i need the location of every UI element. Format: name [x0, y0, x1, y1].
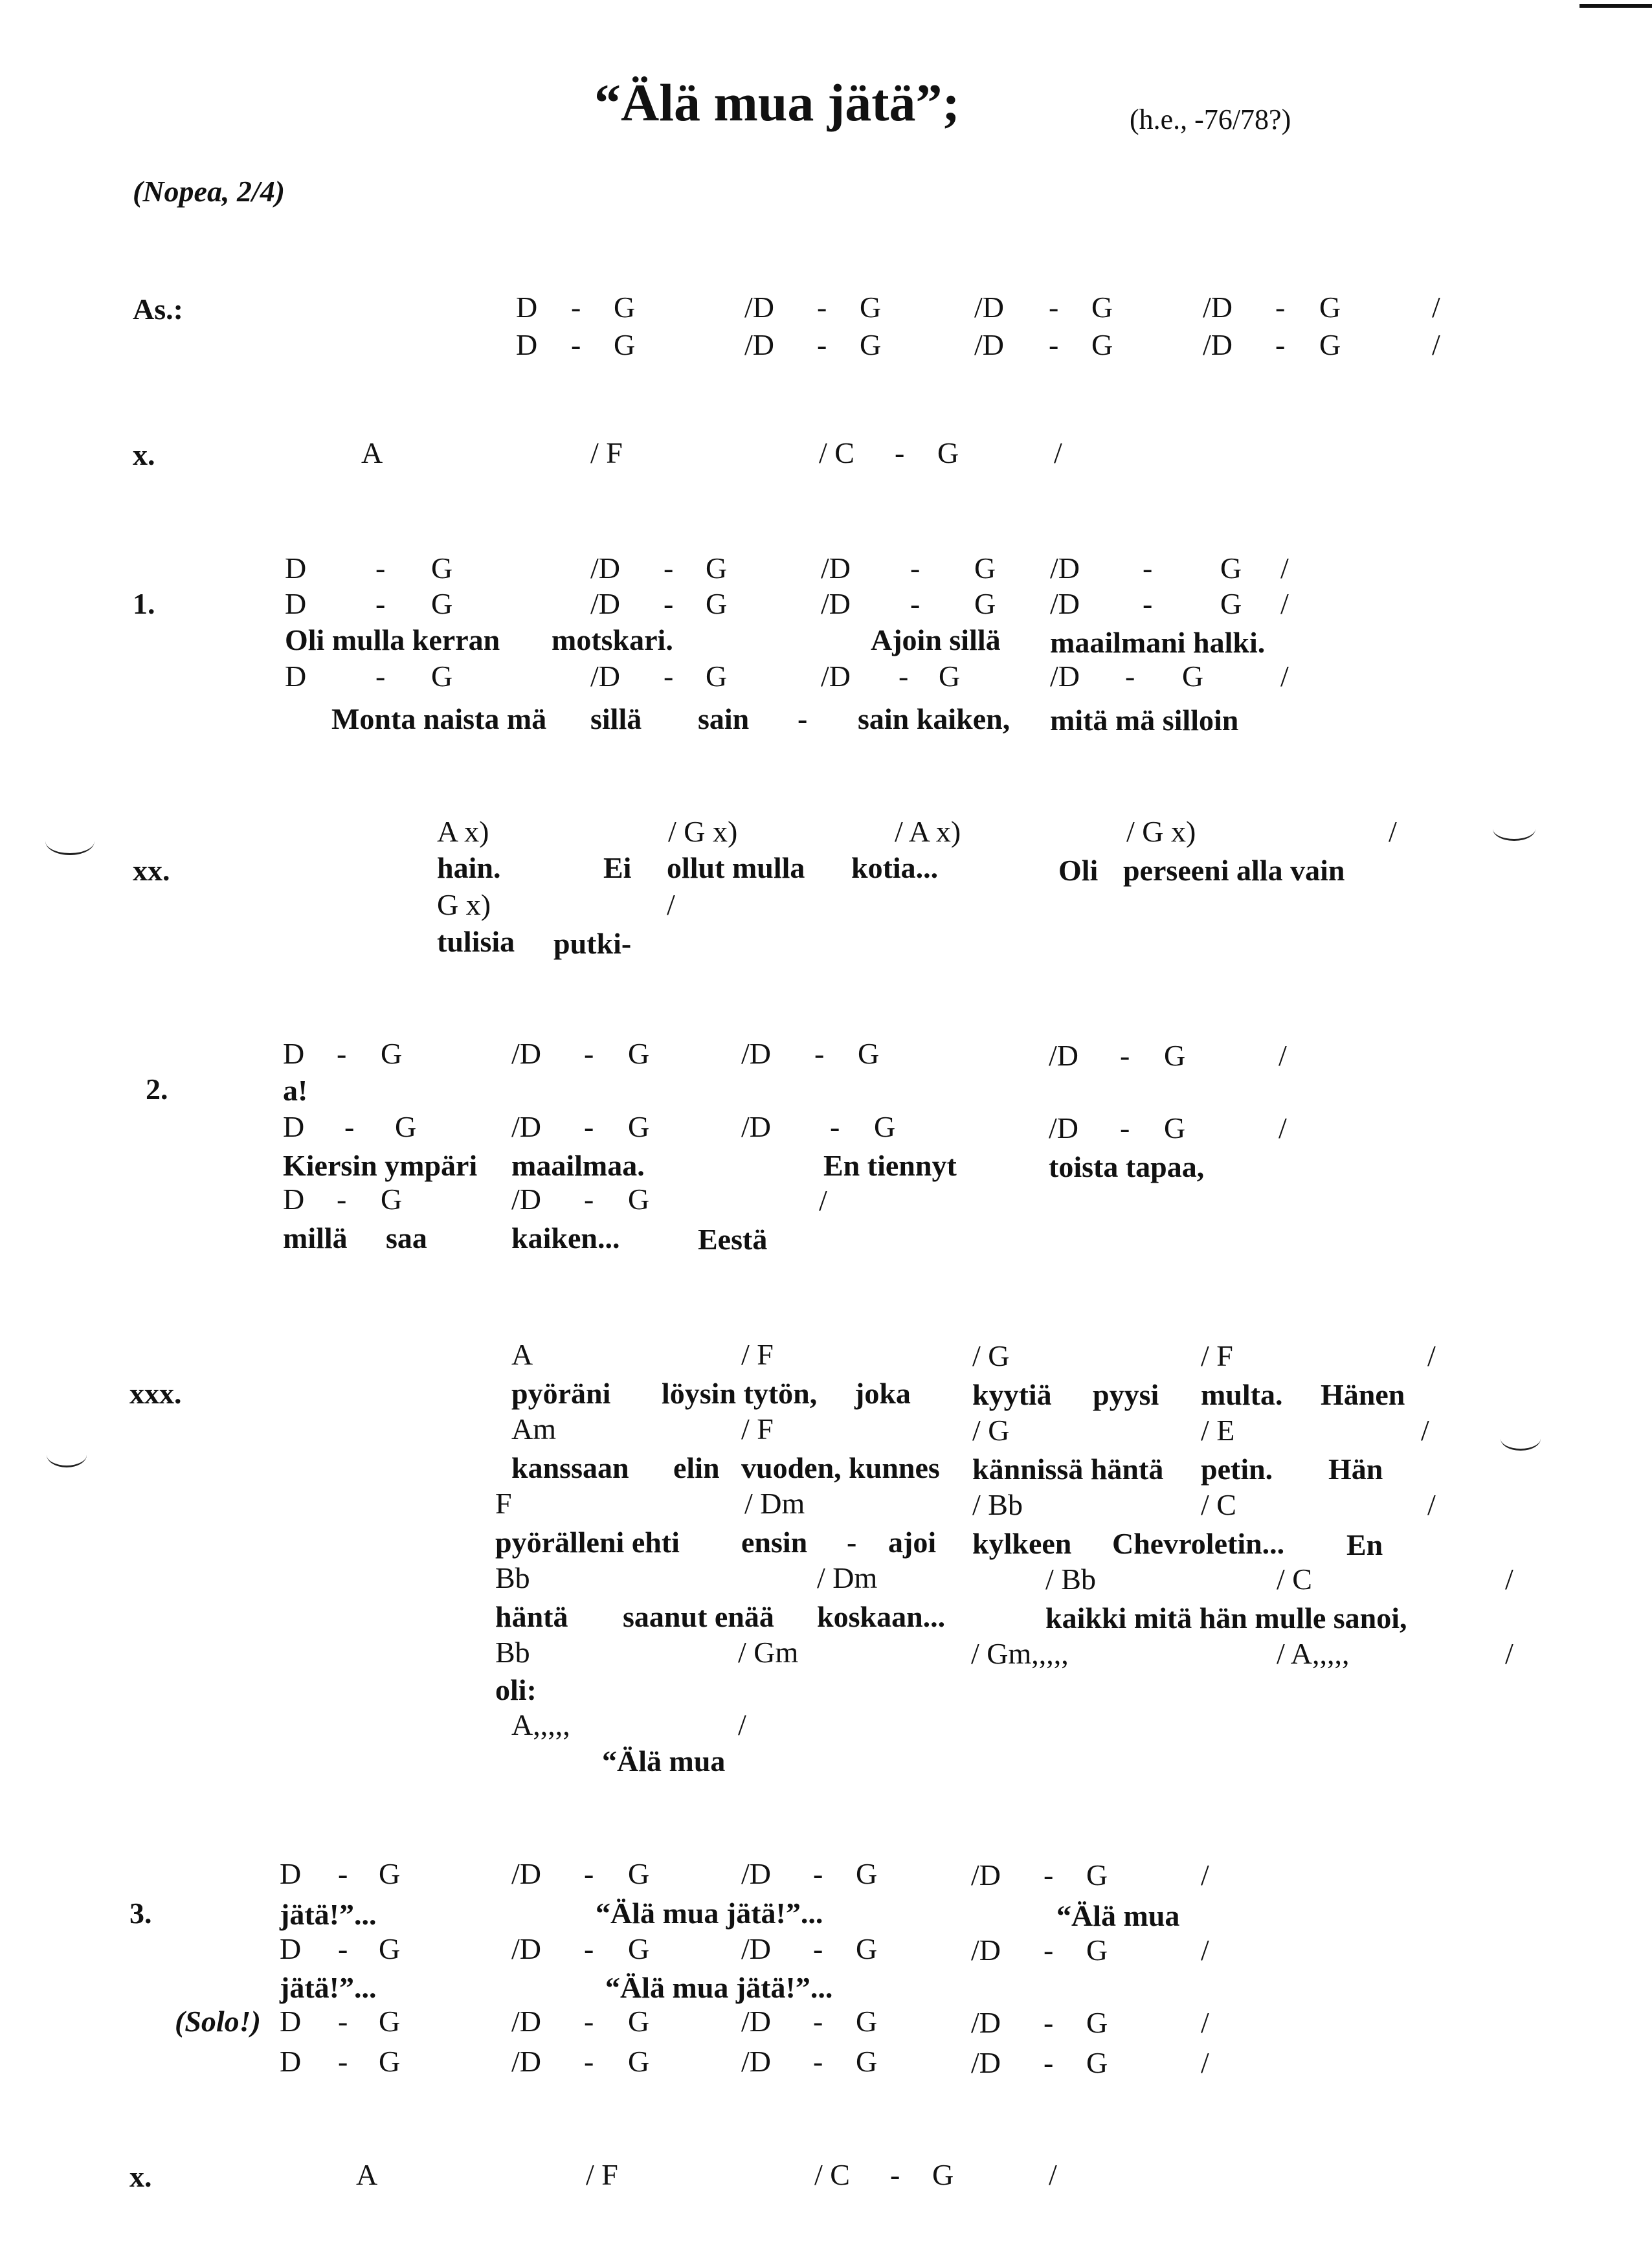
chord: G: [974, 552, 996, 585]
lyric: maailmaa.: [511, 1149, 645, 1182]
chord: A: [361, 436, 383, 469]
chord: D: [285, 552, 307, 585]
lyric: häntä: [495, 1600, 568, 1633]
section-label-verse-1: 1.: [133, 587, 155, 620]
bar-line: /: [1432, 291, 1440, 324]
chord-dash: -: [1275, 291, 1286, 324]
section-label-interlude: x.: [133, 438, 155, 471]
chord: A: [356, 2158, 378, 2191]
section-label-verse-3: 3.: [129, 1897, 152, 1930]
bar-line: /: [1201, 2006, 1209, 2039]
chord: G: [628, 1037, 650, 1070]
chord: /D: [741, 2045, 771, 2078]
lyric: motskari.: [552, 623, 673, 656]
chord: /D: [741, 1110, 771, 1143]
chord: D: [280, 2005, 302, 2038]
lyric: jätä!”...: [280, 1971, 377, 2004]
lyric: millä: [283, 1221, 348, 1254]
chord: G: [856, 1857, 878, 1890]
chord: G: [1164, 1111, 1186, 1144]
chord: / A x): [895, 815, 961, 848]
margin-arc-mark: [45, 827, 95, 855]
chord: G: [1182, 660, 1204, 693]
chord-dash: -: [584, 2005, 594, 2038]
chord-dash: -: [584, 1932, 594, 1965]
chord: /D: [744, 328, 774, 361]
chord-dash: -: [338, 1932, 348, 1965]
bar-line: /: [1280, 587, 1289, 620]
chord-dash: -: [344, 1110, 355, 1143]
chord: /D: [511, 1857, 541, 1890]
bar-line: /: [1278, 1111, 1287, 1144]
chord: / G: [972, 1339, 1010, 1372]
chord: /D: [741, 1037, 771, 1070]
chord: G: [379, 1932, 401, 1965]
margin-arc-mark: [1493, 817, 1535, 841]
chord-dash: -: [664, 552, 674, 585]
lyric: petin.: [1201, 1453, 1273, 1486]
section-label-chorus: xxx.: [129, 1377, 182, 1410]
lyric: jätä!”...: [280, 1898, 377, 1931]
chord: / A,,,,,: [1277, 1637, 1350, 1670]
chord: /D: [511, 1932, 541, 1965]
chord: / Gm,,,,,: [971, 1637, 1069, 1670]
chord-dash: -: [1120, 1111, 1130, 1144]
bar-line: /: [1505, 1563, 1513, 1596]
chord-dash: -: [338, 2045, 348, 2078]
bar-line: /: [1201, 2046, 1209, 2079]
chord: / C: [1277, 1563, 1312, 1596]
chord: G: [1164, 1039, 1186, 1072]
lyric: saanut enää: [623, 1600, 774, 1633]
chord: / C: [819, 436, 854, 469]
chord-dash: -: [337, 1183, 347, 1216]
section-label-verse-2: 2.: [146, 1073, 168, 1106]
bar-line: /: [738, 1708, 746, 1741]
chord: G: [974, 587, 996, 620]
chord-dash: -: [817, 328, 827, 361]
chord: Bb: [495, 1636, 530, 1669]
chord: /D: [821, 552, 851, 585]
section-label-interlude-end: x.: [129, 2160, 152, 2193]
chord: D: [285, 587, 307, 620]
chord: /D: [744, 291, 774, 324]
chord: /D: [741, 1932, 771, 1965]
chord-dash: -: [814, 1037, 825, 1070]
chord: D: [280, 2045, 302, 2078]
chord: D: [280, 1932, 302, 1965]
chord: /D: [590, 587, 620, 620]
chord: / Bb: [1045, 1563, 1096, 1596]
margin-arc-mark: [47, 1442, 87, 1467]
chord: G: [628, 1932, 650, 1965]
chord: /D: [1203, 328, 1233, 361]
bar-line: /: [667, 888, 675, 921]
chord: /D: [511, 1037, 541, 1070]
chord: G: [628, 2005, 650, 2038]
chord: G: [706, 552, 728, 585]
chord: /D: [511, 2045, 541, 2078]
chord: / F: [586, 2158, 618, 2191]
bar-line: /: [1049, 2158, 1057, 2191]
chord-dash: -: [571, 328, 581, 361]
lyric: mitä mä silloin: [1050, 704, 1239, 737]
bar-line: /: [1280, 552, 1289, 585]
lyric: Oli: [1058, 854, 1099, 887]
chord: G: [381, 1037, 403, 1070]
lyric: kylkeen: [972, 1527, 1072, 1560]
lyric: koskaan...: [817, 1600, 946, 1633]
chord: G: [1086, 2006, 1108, 2039]
lyric: Ei: [603, 851, 632, 884]
chord: A: [511, 1338, 533, 1371]
chord: G: [1086, 1934, 1108, 1967]
chord: G: [1220, 587, 1242, 620]
bar-line: /: [1505, 1637, 1513, 1670]
chord: G: [431, 587, 453, 620]
chord: /D: [1050, 587, 1080, 620]
lyric: ollut mulla: [667, 851, 805, 884]
chord: /D: [971, 2006, 1001, 2039]
chord-dash: -: [1143, 552, 1153, 585]
chord: /D: [590, 660, 620, 693]
chord: G: [379, 2045, 401, 2078]
chord: G: [858, 1037, 880, 1070]
chord: G x): [437, 888, 491, 921]
chord-dash: -: [817, 291, 827, 324]
bar-line: /: [1280, 660, 1289, 693]
chord-dash: -: [813, 1857, 823, 1890]
bar-line: /: [1432, 328, 1440, 361]
chord-dash: -: [910, 587, 921, 620]
bar-line: /: [1421, 1414, 1429, 1447]
chord-dash: -: [1143, 587, 1153, 620]
chord-dash: -: [1044, 2006, 1054, 2039]
chord: / Bb: [972, 1488, 1023, 1521]
lyric: vuoden, kunnes: [741, 1451, 940, 1484]
lyric: Hän: [1328, 1453, 1383, 1486]
chord: G: [1091, 291, 1113, 324]
chord: G: [937, 436, 959, 469]
chord-dash: -: [664, 587, 674, 620]
lyric: kanssaan: [511, 1451, 629, 1484]
margin-arc-mark: [1501, 1427, 1541, 1451]
section-label-intro: As.:: [133, 293, 183, 326]
chord: /D: [511, 1110, 541, 1143]
chord-dash: -: [664, 660, 674, 693]
chord-dash: -: [1049, 291, 1059, 324]
chord: /D: [974, 328, 1004, 361]
bar-line: /: [1278, 1039, 1287, 1072]
chord-dash: -: [895, 436, 905, 469]
chord: G: [860, 328, 882, 361]
chord: / F: [741, 1338, 774, 1371]
lyric: sillä: [590, 702, 642, 735]
song-title: “Älä mua jätä”;: [594, 73, 960, 132]
chord: /D: [821, 587, 851, 620]
chord-dash: -: [813, 2005, 823, 2038]
lyric: Kiersin ympäri: [283, 1149, 478, 1182]
chord-dash: -: [813, 2045, 823, 2078]
lyric: tulisia: [437, 925, 515, 958]
lyric: kaikki mitä hän mulle sanoi,: [1045, 1601, 1407, 1634]
chord: G: [856, 2005, 878, 2038]
chord: D: [283, 1183, 305, 1216]
chord: /D: [511, 2005, 541, 2038]
chord: G: [628, 1110, 650, 1143]
chord: G: [874, 1110, 896, 1143]
chord: / G x): [1126, 815, 1196, 848]
chord: G: [628, 1183, 650, 1216]
chord-dash: -: [375, 587, 386, 620]
chord: / F: [741, 1412, 774, 1445]
lyric: maailmani halki.: [1050, 626, 1266, 659]
bar-line: /: [1389, 815, 1397, 848]
chord: /D: [511, 1183, 541, 1216]
bar-line: /: [1201, 1934, 1209, 1967]
lyric: kaiken...: [511, 1221, 620, 1254]
chord: / G x): [668, 815, 738, 848]
chord: /D: [1050, 552, 1080, 585]
chord: / E: [1201, 1414, 1235, 1447]
chord-dash: -: [584, 1110, 594, 1143]
chord: /D: [741, 1857, 771, 1890]
lyric: Chevroletin...: [1112, 1527, 1285, 1560]
chord: F: [495, 1487, 512, 1520]
lyric: “Älä mua: [1056, 1899, 1180, 1932]
lyric: pyörälleni ehti: [495, 1526, 680, 1559]
chord: G: [706, 587, 728, 620]
chord: / F: [1201, 1339, 1233, 1372]
chord: / F: [590, 436, 623, 469]
chord: /D: [821, 660, 851, 693]
bar-line: /: [819, 1184, 827, 1217]
chord: / Dm: [817, 1561, 878, 1594]
chord: / Gm: [738, 1636, 799, 1669]
chord: Am: [511, 1412, 556, 1445]
lyric: sain kaiken,: [858, 702, 1010, 735]
lyric: kyytiä: [972, 1378, 1052, 1411]
chord-dash: -: [584, 1183, 594, 1216]
chord-dash: -: [584, 2045, 594, 2078]
chord-dash: -: [338, 1857, 348, 1890]
chord-dash: -: [1044, 2046, 1054, 2079]
lyric: oli:: [495, 1673, 537, 1706]
lyric: “Älä mua jätä!”...: [596, 1897, 823, 1930]
chord: / G: [972, 1414, 1010, 1447]
chord-dash: -: [1044, 1858, 1054, 1891]
chord: /D: [1049, 1039, 1078, 1072]
bar-line: /: [1427, 1488, 1436, 1521]
chord: G: [706, 660, 728, 693]
lyric: Oli mulla kerran: [285, 623, 500, 656]
chord: /D: [1050, 660, 1080, 693]
bar-line: /: [1054, 436, 1062, 469]
chord: G: [1086, 1858, 1108, 1891]
lyric: Hänen: [1321, 1378, 1405, 1411]
lyric: perseeni alla vain: [1123, 854, 1345, 887]
chord: /D: [971, 2046, 1001, 2079]
chord: G: [395, 1110, 417, 1143]
chord: G: [1220, 552, 1242, 585]
chord: /D: [971, 1934, 1001, 1967]
chord: /D: [1049, 1111, 1078, 1144]
lyric: En tiennyt: [823, 1149, 957, 1182]
lyric: “Älä mua jätä!”...: [605, 1971, 833, 2004]
chord: G: [932, 2158, 954, 2191]
lyric: multa.: [1201, 1378, 1283, 1411]
chord: G: [431, 660, 453, 693]
chord: G: [614, 328, 636, 361]
lyric: löysin tytön,: [662, 1377, 818, 1410]
song-info: (h.e., -76/78?): [1130, 104, 1291, 135]
lyric: Ajoin sillä: [871, 623, 1001, 656]
bar-line: /: [1427, 1339, 1436, 1372]
scan-edge-mark: [1579, 4, 1652, 8]
chord-dash: -: [571, 291, 581, 324]
chord-dash: -: [813, 1932, 823, 1965]
chord: /D: [741, 2005, 771, 2038]
bar-line: /: [1201, 1858, 1209, 1891]
chord: D: [516, 291, 538, 324]
chord: G: [856, 2045, 878, 2078]
chord-dash: -: [910, 552, 921, 585]
solo-note: (Solo!): [175, 2005, 261, 2038]
tempo-note: (Nopea, 2/4): [133, 175, 285, 208]
lyric: kännissä häntä: [972, 1453, 1164, 1486]
lyric: pyöräni: [511, 1377, 611, 1410]
chord: D: [283, 1110, 305, 1143]
chord-dash: -: [584, 1857, 594, 1890]
chord: D: [283, 1037, 305, 1070]
chord-dash: -: [1275, 328, 1286, 361]
lyric: putki-: [553, 927, 632, 960]
chord-dash: -: [337, 1037, 347, 1070]
chord: G: [856, 1932, 878, 1965]
chord-dash: -: [1125, 660, 1135, 693]
lyric: Eestä: [698, 1223, 768, 1256]
lyric: elin: [673, 1451, 720, 1484]
chord: G: [379, 2005, 401, 2038]
chord-dash: -: [899, 660, 909, 693]
lyric: saa: [386, 1221, 427, 1254]
section-label-bridge: xx.: [133, 854, 170, 887]
chord: G: [1091, 328, 1113, 361]
chord: G: [1319, 291, 1341, 324]
chord: /D: [590, 552, 620, 585]
lyric: kotia...: [851, 851, 939, 884]
lyric: Monta naista mä: [331, 702, 547, 735]
chord: / C: [814, 2158, 850, 2191]
lyric: -: [847, 1526, 857, 1559]
lyric: a!: [283, 1074, 308, 1107]
chord: /D: [971, 1858, 1001, 1891]
chord-dash: -: [1120, 1039, 1130, 1072]
chord: A x): [437, 815, 489, 848]
chord: /D: [1203, 291, 1233, 324]
chord: / C: [1201, 1488, 1236, 1521]
lyric: toista tapaa,: [1049, 1150, 1205, 1183]
lyric: sain: [698, 702, 750, 735]
chord-dash: -: [830, 1110, 840, 1143]
chord: G: [614, 291, 636, 324]
chord-dash: -: [890, 2158, 900, 2191]
lyric: -: [798, 702, 808, 735]
chord: D: [285, 660, 307, 693]
chord-dash: -: [1044, 1934, 1054, 1967]
chord: /D: [974, 291, 1004, 324]
chord-dash: -: [338, 2005, 348, 2038]
chord: / Dm: [744, 1487, 805, 1520]
lyric: “Älä mua: [602, 1745, 726, 1778]
lyric: hain.: [437, 851, 501, 884]
lyric: pyysi: [1093, 1378, 1159, 1411]
lyric: En: [1346, 1528, 1383, 1561]
lyric: joka: [854, 1377, 911, 1410]
chord: D: [516, 328, 538, 361]
chord-dash: -: [375, 552, 386, 585]
chord: G: [379, 1857, 401, 1890]
chord-dash: -: [584, 1037, 594, 1070]
chord: G: [628, 2045, 650, 2078]
chord: D: [280, 1857, 302, 1890]
chord: G: [939, 660, 961, 693]
chord: G: [431, 552, 453, 585]
chord: Bb: [495, 1561, 530, 1594]
lyric: ensin: [741, 1526, 808, 1559]
chord-dash: -: [375, 660, 386, 693]
chord-dash: -: [1049, 328, 1059, 361]
chord: G: [628, 1857, 650, 1890]
chord: G: [860, 291, 882, 324]
chord: G: [381, 1183, 403, 1216]
chord: G: [1086, 2046, 1108, 2079]
chord: A,,,,,: [511, 1708, 570, 1741]
chord: G: [1319, 328, 1341, 361]
lyric: ajoi: [888, 1526, 937, 1559]
